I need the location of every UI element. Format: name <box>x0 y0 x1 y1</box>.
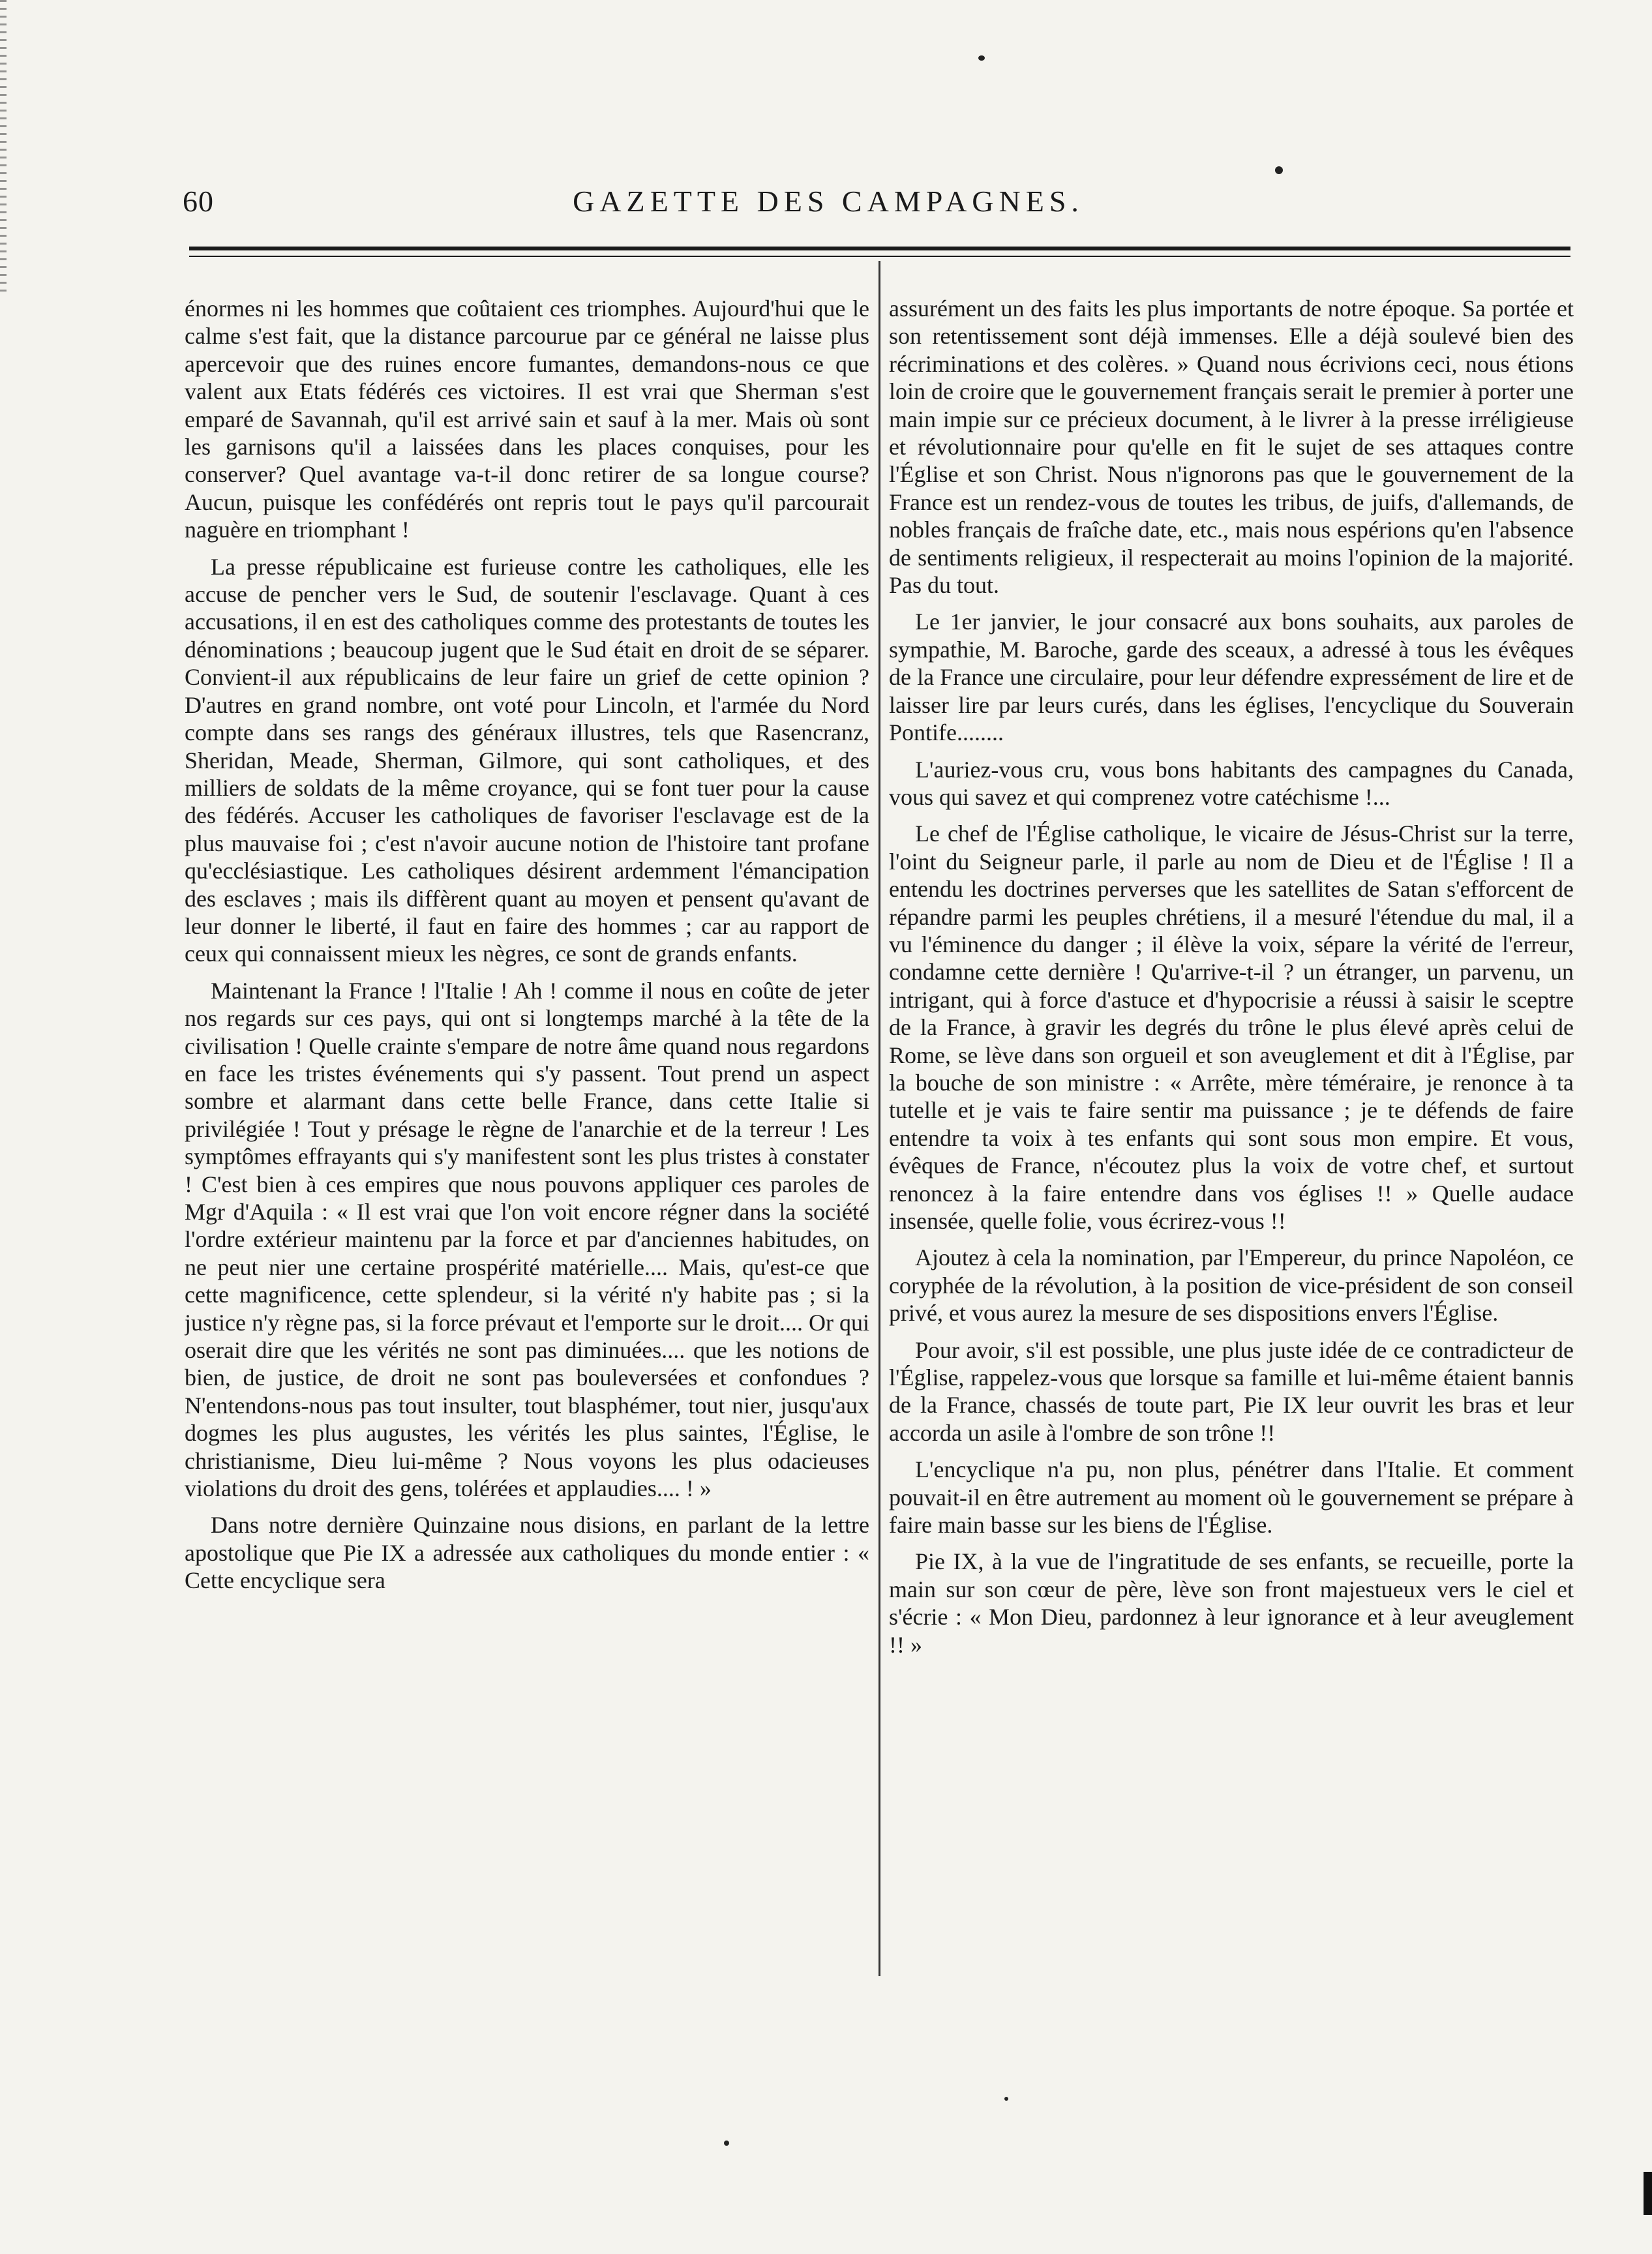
paragraph: Le chef de l'Église catholique, le vicaire de Jésus-Christ sur la terre, l'oint du Seigneur parle, il parle au nom de Dieu et de l'Église ! Il a entendu les doctrines perverses que les satellites de Satan s'efforcent de répandre parmi les peuples chrétiens, il a mesuré l'étendue du mal, il a vu l'éminence du danger ; il élève la voix, sépare la vérité de l'erreur, condamne cette dernière ! Qu'arrive-t-il ? un étranger, un parvenu, un intrigant, qui à force d'astuce et d'hypocrisie a réussi à saisir le sceptre de la France, à gravir les degrés du trône le plus élevé après celui de Rome, se lève dans son orgueil et son aveuglement et dit à l'Église, par la bouche de son ministre : « Arrête, mère téméraire, je renonce à ta tutelle et je vais te faire sentir ma puissance ; je te défends de faire entendre ta voix à tes enfants qui sont sous mon empire. Et vous, évêques de France, n'écoutez plus la voix de votre chef, et surtout renoncez à la faire entendre dans vos églises !! » Quelle audace insensée, quelle folie, vous écrirez-vous !! <box>889 820 1574 1234</box>
paragraph: Dans notre dernière Quinzaine nous disions, en parlant de la lettre apostolique que Pie IX a adressée aux catholiques du monde entier : « Cette encyclique sera <box>185 1512 869 1594</box>
paragraph: assurément un des faits les plus importants de notre époque. Sa portée et son retentissement sont déjà immenses. Elle a déjà soulevé bien des récriminations et des colères. » Quand nous écrivions ceci, nous étions loin de croire que le gouvernement français serait le premier à porter une main impie sur ce précieux document, à le livrer à la presse irréligieuse et révolutionnaire pour qu'elle en fit le sujet de ses attaques contre l'Église et son Christ. Nous n'ignorons pas que le gouvernement de la France est un rendez-vous de toutes les tribus, de juifs, d'allemands, de nobles français de fraîche date, etc., mais nous espérions qu'en l'absence de sentiments religieux, il respecterait au moins l'opinion de la majorité. Pas du tout. <box>889 295 1574 599</box>
ink-speck <box>1275 166 1283 174</box>
column-divider <box>879 261 880 1976</box>
paragraph: Pie IX, à la vue de l'ingratitude de ses enfants, se recueille, porte la main sur son cœur de père, lève son front majestueux vers le ciel et s'écrie : « Mon Dieu, pardonnez à leur ignorance et à leur aveuglement !! » <box>889 1548 1574 1658</box>
scan-edge-marks <box>0 0 7 293</box>
paragraph: Le 1er janvier, le jour consacré aux bons souhaits, aux paroles de sympathie, M. Baroche, garde des sceaux, a adressé à tous les évêques de la France une circulaire, pour leur défendre expressément de lire et de laisser lire par leurs curés, dans les églises, l'encyclique du Souverain Pontife........ <box>889 609 1574 746</box>
ink-speck <box>978 55 985 61</box>
right-column <box>889 295 1574 1977</box>
ink-speck <box>1004 2097 1008 2101</box>
paragraph: Pour avoir, s'il est possible, une plus juste idée de ce contradicteur de l'Église, rappelez-vous que lorsque sa famille et lui-même étaient bannis de la France, chassés de toute part, Pie IX leur ouvrit les bras et leur accorda un asile à l'ombre de son trône !! <box>889 1336 1574 1446</box>
paragraph: Ajoutez à cela la nomination, par l'Empereur, du prince Napoléon, ce coryphée de la révolution, à la position de vice-président de son conseil privé, et vous aurez la mesure de ses dispositions envers l'Église. <box>889 1244 1574 1327</box>
ink-speck <box>724 2141 729 2146</box>
page-number: 60 <box>183 185 214 218</box>
paragraph: L'encyclique n'a pu, non plus, pénétrer dans l'Italie. Et comment pouvait-il en être autrement au moment où le gouvernement se prépare à faire main basse sur les biens de l'Église. <box>889 1456 1574 1539</box>
paragraph: énormes ni les hommes que coûtaient ces triomphes. Aujourd'hui que le calme s'est fait, que la distance parcourue par ce général ne laisse plus apercevoir que des ruines encore fumantes, demandons-nous ce que valent aux Etats fédérés ces victoires. Il est vrai que Sherman s'est emparé de Savannah, qu'il est arrivé sain et sauf à la mer. Mais où sont les garnisons qu'il a laissées dans les places conquises, pour les conserver? Quel avantage va-t-il donc retirer de sa longue course? Aucun, puisque les confédérés ont repris tout le pays qu'il parcourait naguère en triomphant ! <box>185 295 869 543</box>
running-title: GAZETTE DES CAMPAGNES. <box>573 185 1084 218</box>
paragraph: Maintenant la France ! l'Italie ! Ah ! comme il nous en coûte de jeter nos regards sur ces pays, qui ont si longtemps marché à la tête de la civilisation ! Quelle crainte s'empare de notre âme quand nous regardons en face les tristes événements qui s'y passent. Tout prend un aspect sombre et alarmant dans cette belle France, dans cette Italie si privilégiée ! Tout y présage le règne de l'anarchie et de la terreur ! Les symptômes effrayants qui s'y manifestent sont les plus tristes à constater ! C'est bien à ces empires que nous pouvons appliquer ces paroles de Mgr d'Aquila : « Il est vrai que l'on voit encore régner dans la société l'ordre extérieur maintenu par la force et par d'anciennes habitudes, on ne peut nier une certaine prospérité matérielle.... Mais, qu'est-ce que cette magnificence, cette splendeur, si la vérité n'y habite pas ; si la justice n'y règne pas, si la force prévaut et l'emporte sur le droit.... Or qui oserait dire que les vérités ne sont pas diminuées.... que les notions de bien, de justice, de droit ne sont pas bouleversées et confondues ? N'entendons-nous pas tout insulter, tout blasphémer, tout nier, jusqu'aux dogmes les plus augustes, les vérités les plus saintes, l'Église, le christianisme, Dieu lui-même ? Nous voyons les plus odacieuses violations du droit des gens, tolérées et applaudies.... ! » <box>185 977 869 1502</box>
paragraph: L'auriez-vous cru, vous bons habitants des campagnes du Canada, vous qui savez et qui comprenez votre catéchisme !... <box>889 756 1574 810</box>
header-rule-thick <box>189 247 1570 250</box>
left-column <box>185 295 869 1977</box>
paragraph: La presse républicaine est furieuse contre les catholiques, elle les accuse de pencher vers le Sud, de soutenir l'esclavage. Quant à ces accusations, il en est des catholiques comme des protestants de toutes les dénominations ; beaucoup jugent que le Sud était en droit de se séparer. Convient-il aux républicains de leur faire un grief de cette opinion ? D'autres en grand nombre, ont voté pour Lincoln, et l'armée du Nord compte dans ses rangs des généraux illustres, tels que Rasencranz, Sheridan, Meade, Sherman, Gilmore, qui sont catholiques, et des milliers de soldats de la même croyance, qui se font tuer pour la cause des fédérés. Accuser les catholiques de favoriser l'esclavage est de la plus mauvaise foi ; c'est n'avoir aucune notion de l'histoire tant profane qu'ecclésiastique. Les catholiques désirent ardemment l'émancipation des esclaves ; mais ils diffèrent quant au moyen et pensent qu'avant de leur donner le liberté, il faut en faire des hommes ; car au rapport de ceux qui connaissent mieux les nègres, ce sont de grands enfants. <box>185 553 869 967</box>
header-rule-thin <box>189 256 1570 257</box>
scan-edge-mark <box>1644 2172 1652 2215</box>
